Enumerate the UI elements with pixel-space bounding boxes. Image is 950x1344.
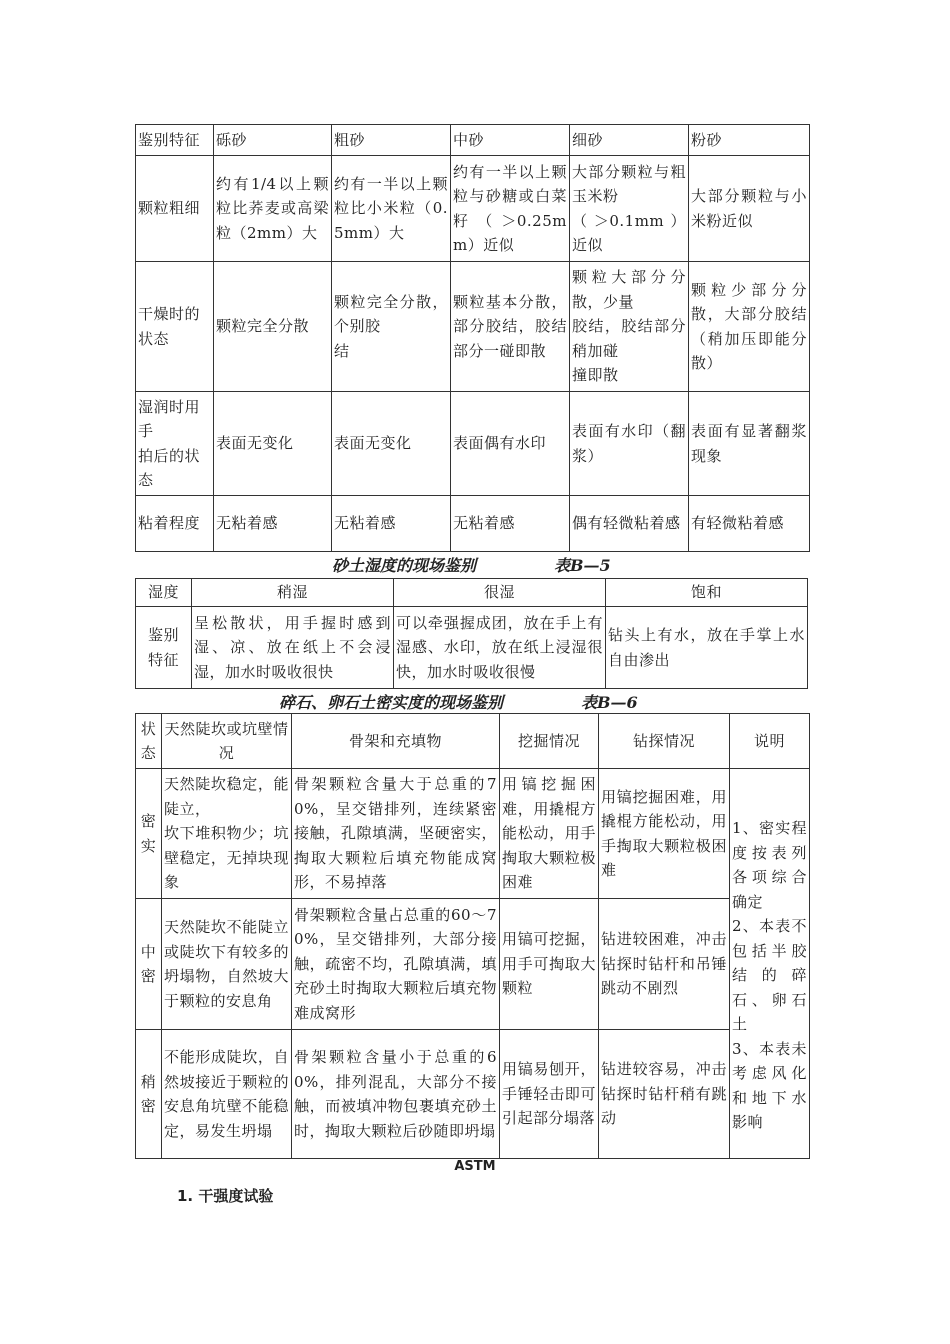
header-cell: 天然陡坎或坑壁情况	[162, 714, 292, 769]
table-cell: 不能形成陡坎，自然坡接近于颗粒的安息角坑壁不能稳定，易发生坍塌	[162, 1030, 292, 1159]
header-cell: 稍湿	[192, 579, 394, 607]
sand-identification-table	[135, 124, 810, 552]
table-cell: 无粘着感	[332, 496, 451, 552]
table-cell: 用镐易刨开，手锤轻击即可引起部分塌落	[500, 1030, 599, 1159]
table-row	[136, 1030, 810, 1159]
table-cell: 无粘着感	[451, 496, 570, 552]
standard-label: ASTM	[454, 1159, 496, 1174]
header-cell: 很湿	[394, 579, 606, 607]
table-row	[136, 392, 810, 496]
table-cell: 颗粒完全分散，个别胶 结	[332, 262, 451, 392]
header-cell: 湿度	[136, 579, 192, 607]
header-cell: 说明	[730, 714, 810, 769]
table-cell: 天然陡坎不能陡立或陡坎下有较多的坍塌物，自然坡大于颗粒的安息角	[162, 899, 292, 1030]
table-row	[136, 262, 810, 392]
table-cell: 用镐挖掘困难，用撬棍方能松动，用手掏取大颗粒极困难	[500, 769, 599, 899]
header-cell: 钻探情况	[599, 714, 730, 769]
row-label: 粘着程度	[136, 496, 214, 552]
table-cell: 钻进较容易，冲击钻探时钻杆稍有跳动	[599, 1030, 730, 1159]
table-row	[136, 769, 810, 899]
table-cell: 有轻微粘着感	[689, 496, 810, 552]
table-cell: 骨架颗粒含量小于总重的60%，排列混乱，大部分不接触，而被填冲物包裹填充砂土时，掏取大颗粒后砂随即坍塌	[292, 1030, 500, 1159]
header-cell: 状态	[136, 714, 162, 769]
table-cell: 颗粒大部分分散，少量 胶结，胶结部分稍加碰 撞即散	[570, 262, 689, 392]
table-header-row	[136, 125, 810, 156]
table-cell: 约有一半以上颗粒比小米粒（0.5mm）大	[332, 156, 451, 262]
table-cell: 表面有水印（翻浆）	[570, 392, 689, 496]
table-cell: 钻进较困难，冲击钻探时钻杆和吊锤跳动不剧烈	[599, 899, 730, 1030]
table-row	[136, 496, 810, 552]
table-cell: 偶有轻微粘着感	[570, 496, 689, 552]
header-cell: 鉴别特征	[136, 125, 214, 156]
table-row	[136, 607, 808, 689]
table-row	[136, 899, 810, 1030]
table-row	[136, 156, 810, 262]
table-cell: 骨架颗粒含量占总重的60～70%，呈交错排列，大部分接触，疏密不均，孔隙填满，填充砂土时掏取大颗粒后填充物难成窝形	[292, 899, 500, 1030]
table-header-row	[136, 714, 810, 769]
table-cell: 颗粒基本分散，部分胶结，胶结部分一碰即散	[451, 262, 570, 392]
table-cell: 天然陡坎稳定，能陡立， 坎下堆积物少；坑壁稳定，无掉块现象	[162, 769, 292, 899]
row-label: 干燥时的状态	[136, 262, 214, 392]
table-cell: 大部分颗粒与粗玉米粉 （＞0.1mm）近似	[570, 156, 689, 262]
table-cell: 用镐挖掘困难，用撬棍方能松动，用手掏取大颗粒极困难	[599, 769, 730, 899]
row-label: 密实	[136, 769, 162, 899]
header-cell: 饱和	[606, 579, 808, 607]
header-cell: 细砂	[570, 125, 689, 156]
gravel-compactness-table	[135, 713, 810, 1159]
header-cell: 砾砂	[214, 125, 332, 156]
row-label: 鉴别特征	[136, 607, 192, 689]
table-cell: 大部分颗粒与小米粉近似	[689, 156, 810, 262]
header-cell: 骨架和充填物	[292, 714, 500, 769]
row-label: 中密	[136, 899, 162, 1030]
table-cell: 无粘着感	[214, 496, 332, 552]
header-cell: 粉砂	[689, 125, 810, 156]
table-cell: 颗粒少部分分散，大部分胶结（稍加压即能分散）	[689, 262, 810, 392]
table-cell: 表面无变化	[332, 392, 451, 496]
table-cell: 骨架颗粒含量大于总重的70%，呈交错排列，连续紧密接触，孔隙填满，坚硬密实，掏取大颗粒后填充物能成窝形，不易掉落	[292, 769, 500, 899]
table-cell: 用镐可挖掘，用手可掏取大颗粒	[500, 899, 599, 1030]
header-cell: 挖掘情况	[500, 714, 599, 769]
table-caption-b6: 碎石、卵石土密实度的现场鉴别 表B—6	[279, 693, 638, 712]
notes-cell: 1、密实程度按表列各项综合确定 2、本表不包括半胶结的碎石、卵石土 3、本表未考虑风化和地下水影响	[730, 769, 810, 1159]
table-cell: 颗粒完全分散	[214, 262, 332, 392]
table-header-row	[136, 579, 808, 607]
table-cell: 表面无变化	[214, 392, 332, 496]
table-cell: 表面有显著翻浆现象	[689, 392, 810, 496]
table-caption-b5: 砂土湿度的现场鉴别 表B—5	[332, 556, 611, 575]
table-cell: 呈松散状，用手握时感到湿、凉、放在纸上不会浸湿，加水时吸收很快	[192, 607, 394, 689]
table-cell: 表面偶有水印	[451, 392, 570, 496]
row-label: 颗粒粗细	[136, 156, 214, 262]
table-cell: 钻头上有水，放在手掌上水自由渗出	[606, 607, 808, 689]
section-heading: 1. 干强度试验	[177, 1187, 274, 1205]
row-label: 湿润时用手 拍后的状态	[136, 392, 214, 496]
table-cell: 约有一半以上颗粒与砂糖或白菜籽（＞0.25mm）近似	[451, 156, 570, 262]
row-label: 稍密	[136, 1030, 162, 1159]
sand-moisture-table	[135, 578, 808, 689]
table-cell: 约有1/4以上颗粒比荞麦或高梁粒（2mm）大	[214, 156, 332, 262]
table-cell: 可以牵强握成团，放在手上有湿感、水印，放在纸上浸湿很快，加水时吸收很慢	[394, 607, 606, 689]
header-cell: 粗砂	[332, 125, 451, 156]
header-cell: 中砂	[451, 125, 570, 156]
